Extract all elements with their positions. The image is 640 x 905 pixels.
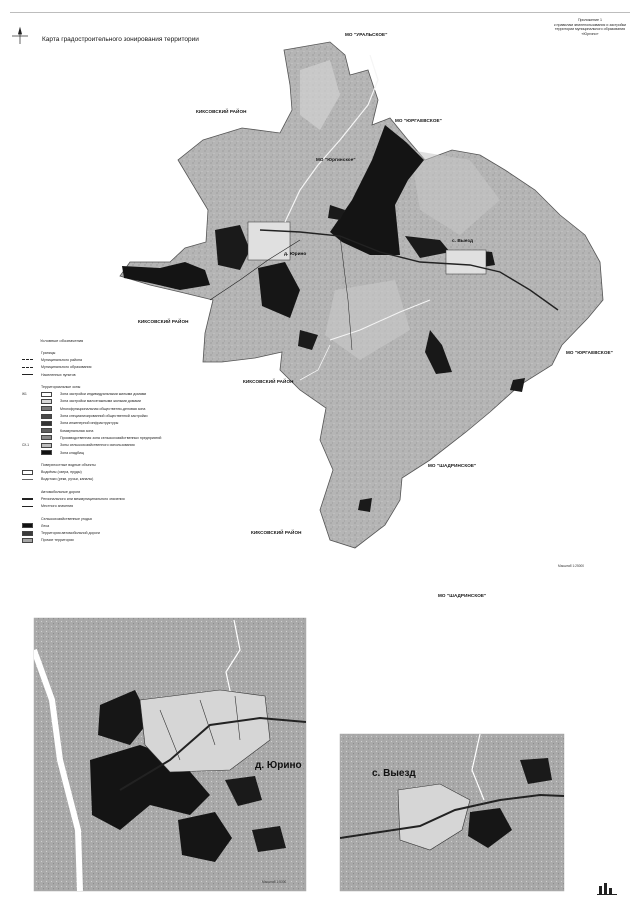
legend-label: Леса xyxy=(41,523,50,528)
legend-label: Водоёмы (озера, пруды) xyxy=(41,470,82,475)
area-label: КИКСОВСКИЙ РАЙОН xyxy=(243,379,294,384)
legend-label: Населенных пунктов xyxy=(41,372,76,377)
legend-label: Водотоки (реки, ручьи, каналы) xyxy=(41,477,94,482)
area-label: МО "ЮРГАЕВСКОЕ" xyxy=(395,118,442,123)
area-label: МО "ЮРГАЕВСКОЕ" xyxy=(566,350,613,355)
legend-label: Территория автомобильной дороги xyxy=(41,531,100,536)
legend-label: Коммунальная зона xyxy=(60,428,94,433)
area-label: КИКСОВСКИЙ РАЙОН xyxy=(251,530,302,535)
legend-label: Границы xyxy=(41,350,56,355)
legend-code: СХ-1 xyxy=(22,443,30,448)
legend-label: Зона инженерной инфраструктуры xyxy=(60,421,119,426)
map-title: Карта градостроительного зонирования территории xyxy=(42,36,199,43)
area-label: МО "ШАДРИНСКОЕ" xyxy=(438,593,487,598)
legend-label: Местного значения xyxy=(41,504,74,509)
legend-label: Зона специализированной общественной застройки xyxy=(60,414,148,419)
approval-line: «Юргино» xyxy=(581,31,599,36)
legend-code: Ж1 xyxy=(22,392,27,397)
settlement-label: с. Выезд xyxy=(452,239,473,244)
legend-label: Зона застройки индивидуальными жилыми домами xyxy=(60,392,147,397)
area-label: МО "ШАДРИНСКОЕ" xyxy=(428,463,477,468)
scale-label: Масштаб 1:25000 xyxy=(558,564,585,568)
scale-label: Масштаб 1:5000 xyxy=(262,880,287,884)
settlement-label: д. Юрино xyxy=(284,252,307,257)
legend-subheading: Сельскохозяйственные угодья xyxy=(41,516,92,521)
legend-subheading: Территориальные зоны xyxy=(41,384,81,389)
area-label: КИКСОВСКИЙ РАЙОН xyxy=(196,109,247,114)
legend-label: Зона застройки малоэтажными жилыми домами xyxy=(60,399,141,404)
inset-settlement-label: д. Юрино xyxy=(255,760,302,771)
area-label: МО "Юргинское" xyxy=(316,157,356,162)
approval-line: Приложение 1 xyxy=(577,18,603,22)
approval-line: территории муниципального образования xyxy=(554,27,626,32)
legend-label: Прочие территории xyxy=(41,538,74,543)
legend-label: Регионального или межмуниципального значения xyxy=(41,496,125,501)
legend-heading: Условные обозначения xyxy=(40,338,84,343)
legend-label: Муниципального образования xyxy=(41,365,92,370)
company-logo-icon xyxy=(596,880,618,898)
legend-label: Зоны сельскохозяйственного использования xyxy=(60,443,135,448)
legend-label: Производственная зона сельскохозяйственных предприятий xyxy=(60,435,162,440)
legend-subheading: Автомобильные дороги xyxy=(41,489,81,494)
legend-label: Многофункциональная общественно-деловая зона xyxy=(60,406,146,411)
inset-settlement-label: с. Выезд xyxy=(372,768,416,779)
approval-line: к правилам землепользования и застройки xyxy=(553,22,627,27)
area-label: МО "УРАЛЬСКОЕ" xyxy=(345,32,388,37)
legend-label: Муниципального района xyxy=(41,357,83,362)
legend-subheading: Поверхностные водные объекты xyxy=(41,462,96,467)
legend-label: Зона кладбищ xyxy=(60,450,84,455)
area-label: КИКСОВСКИЙ РАЙОН xyxy=(138,319,189,324)
